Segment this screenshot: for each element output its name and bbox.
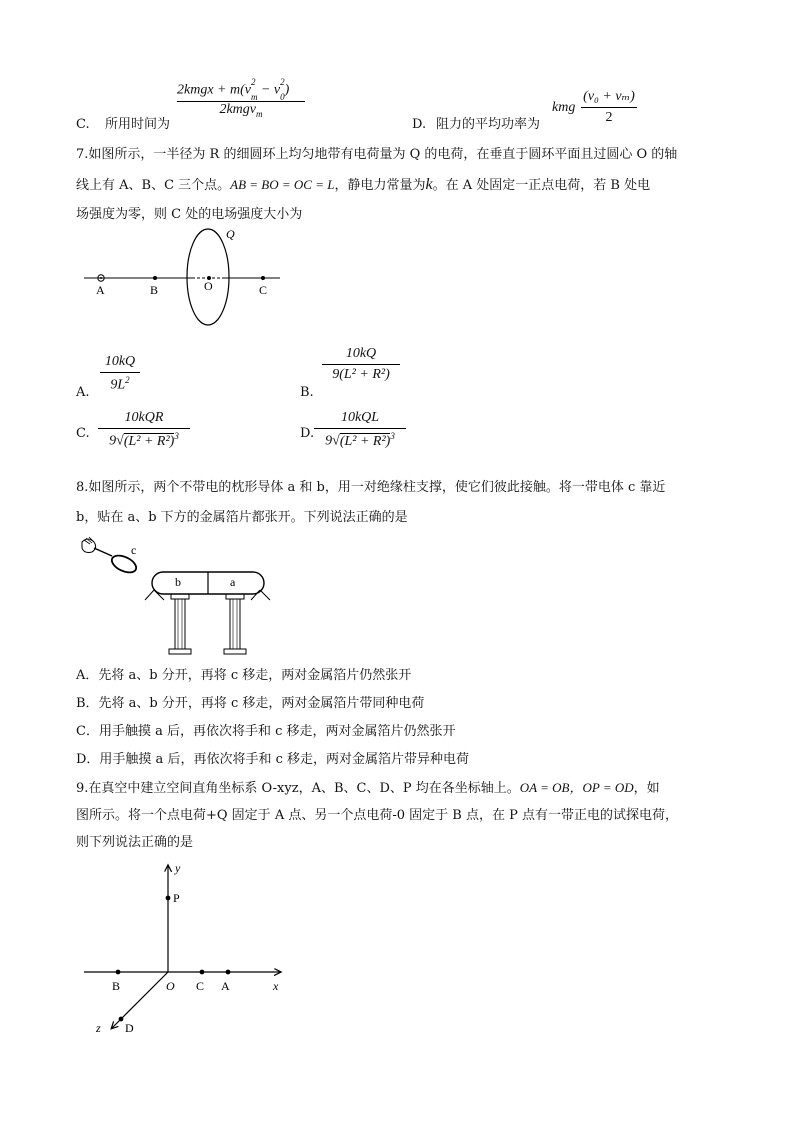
- q9-label-d: D: [125, 1021, 134, 1035]
- q7-option-d-label: D.: [300, 426, 315, 441]
- q8-label-a: a: [230, 575, 236, 589]
- q7-point-c-marker: [261, 276, 265, 280]
- q6-option-c-fraction: 2kmgx + m(v 2 $_m$ − v 2 $_0$) 2kmgv$_m$: [177, 80, 305, 119]
- q6-option-d-text: 阻力的平均功率为: [436, 117, 541, 132]
- q8-option-c: C．用手触摸 a 后，再依次将手和 c 移走，两对金属箔片仍然张开: [76, 724, 456, 739]
- q9-stem-line2: 图所示。将一个点电荷+Q 固定于 A 点、另一个点电荷-0 固定于 B 点，在 P 点有一带正电的试探电荷，: [76, 808, 678, 823]
- q7-option-d-denominator: (L² + R²): [339, 433, 391, 449]
- q8-pillar-b: [169, 594, 191, 654]
- q9-point-p-marker: [166, 896, 171, 901]
- q9-label-o: O: [166, 979, 175, 993]
- q7-option-a-label: A.: [76, 385, 90, 400]
- q9-label-b: B: [112, 979, 121, 993]
- q6-option-d-numerator: (v₀ + vₘ): [583, 89, 635, 104]
- q7-stem-line3: 场强度为零，则 C 处的电场强度大小为: [76, 207, 303, 222]
- q7-option-c-label: C.: [76, 426, 90, 441]
- q7-ring-figure: [80, 224, 290, 332]
- q9-coordinate-figure: [80, 856, 294, 1042]
- q9-stem-line3: 则下列说法正确的是: [76, 835, 194, 850]
- q7-label-a: A: [96, 283, 105, 297]
- q8-label-b: b: [175, 575, 181, 589]
- q9-equation: OA = OB，OP = OD: [519, 780, 634, 795]
- q9-label-p: P: [173, 891, 180, 905]
- q9-label-x: x: [273, 979, 279, 993]
- q7-label-o: O: [204, 279, 213, 293]
- q8-stem-line2: b，贴在 a、b 下方的金属箔片都张开。下列说法正确的是: [76, 510, 408, 525]
- q6-option-c-label: C.: [76, 117, 90, 132]
- q7-option-c-fraction: 10kQR $9√(L^2 + R^2)^3$: [98, 410, 190, 450]
- q8-option-a: A．先将 a、b 分开，再将 c 移走，两对金属箔片仍然张开: [76, 668, 412, 683]
- q7-option-b-numerator: 10kQ: [345, 346, 377, 361]
- q7-option-a-numerator: 10kQ: [104, 354, 136, 369]
- q8-option-d: D．用手触摸 a 后，再依次将手和 c 移走，两对金属箔片带异种电荷: [76, 752, 469, 767]
- q7-label-b: B: [150, 283, 159, 297]
- q8-conductor-figure: [74, 534, 274, 660]
- q9-label-c: C: [196, 979, 205, 993]
- q6-option-d-prefix: kmg: [552, 100, 576, 115]
- q6-option-c-text: 所用时间为: [105, 117, 171, 132]
- q7-stem-line2: 线上有 A、B、C 三个点。AB = BO = OC = L，静电力常量为k。在 A 处固定一正点电荷，若 B 处电: [76, 176, 651, 193]
- q7-option-b-fraction: [322, 346, 400, 383]
- q9-point-b-marker: [116, 970, 121, 975]
- q7-option-c-numerator: 10kQR: [124, 410, 164, 425]
- q9-point-a-marker: [226, 970, 231, 975]
- q7-option-d-fraction: 10kQL $9√(L^2 + R^2)^3$: [314, 410, 406, 450]
- q9-label-z: z: [96, 1021, 101, 1035]
- q6-option-c-denominator: 2kmgv: [219, 102, 257, 118]
- q7-constant-k: k: [425, 176, 433, 193]
- q9-point-c-marker: [200, 970, 205, 975]
- q9-label-a: A: [221, 979, 230, 993]
- q8-rod: [94, 548, 112, 556]
- q7-label-q: Q: [226, 227, 235, 241]
- q7-option-c-denominator: (L² + R²): [123, 433, 175, 449]
- q7-option-b-label: B.: [300, 385, 314, 400]
- q9-point-d-marker: [119, 1017, 124, 1022]
- q7-option-a-denominator: 9L: [110, 377, 126, 393]
- q7-option-b-denominator: 9(L² + R²): [332, 367, 390, 382]
- q8-foil-b: [145, 590, 164, 600]
- q8-option-b: B．先将 a、b 分开，再将 c 移走，两对金属箔片带同种电荷: [76, 696, 425, 711]
- q6-option-d-fraction: [581, 88, 637, 126]
- q6-option-d-denominator: 2: [605, 110, 613, 125]
- q7-option-a-fraction: 10kQ $9L^2$: [100, 354, 140, 394]
- q9-label-y: y: [175, 861, 181, 875]
- q7-equation: AB = BO = OC = L: [230, 177, 335, 192]
- q9-stem-line1: 9.在真空中建立空间直角坐标系 O-xyz，A、B、C、D、P 均在各坐标轴上。OA = OB，OP = OD，如: [76, 780, 660, 796]
- q7-stem-line1: 7.如图所示，一半径为 R 的细圆环上均匀地带有电荷量为 Q 的电荷，在垂直于圆环平面且过圆心 O 的轴: [76, 147, 678, 162]
- q7-point-b-marker: [153, 276, 157, 280]
- q7-option-d-numerator: 10kQL: [340, 410, 380, 425]
- q6-option-d-label: D.: [412, 117, 427, 132]
- q6-option-c-numerator: 2kmgx + m(v: [177, 82, 251, 98]
- q8-stem-line1: 8.如图所示，两个不带电的枕形导体 a 和 b，用一对绝缘柱支撑，使它们彼此接触。将一带电体 c 靠近: [76, 480, 666, 495]
- q7-label-c: C: [259, 283, 268, 297]
- q8-pillar-a: [224, 594, 246, 654]
- q8-label-c: c: [131, 543, 137, 557]
